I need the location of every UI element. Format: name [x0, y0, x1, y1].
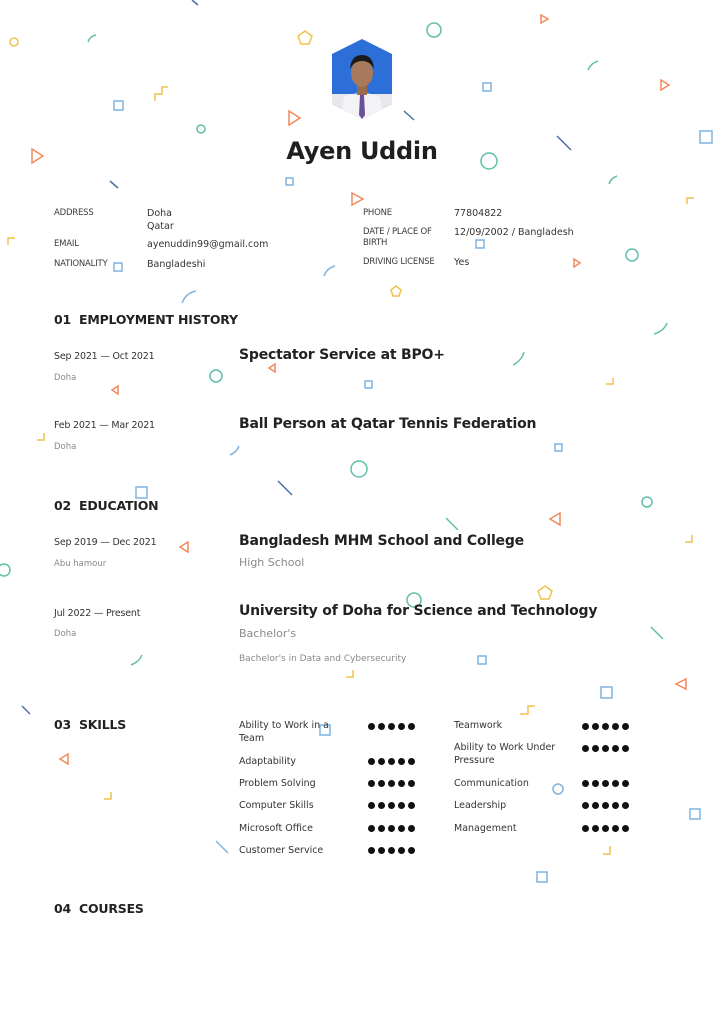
section-heading-education: 02 EDUCATION — [54, 498, 159, 513]
skill-name: Ability to Work in a Team — [239, 720, 329, 744]
skill-level-dot — [398, 758, 405, 765]
skill-level-dot — [602, 745, 609, 752]
skill-name: Teamwork — [454, 720, 503, 731]
email-label: EMAIL — [54, 239, 79, 249]
skill-level-dot — [622, 802, 629, 809]
skill-level-dot — [388, 723, 395, 730]
education-location: Abu hamour — [54, 559, 107, 569]
skill-level-dot — [582, 745, 589, 752]
skill-level-dot — [622, 745, 629, 752]
birth-value: 12/09/2002 / Bangladesh — [454, 227, 574, 238]
skill-level-dot — [368, 802, 375, 809]
skill-level-dot — [592, 825, 599, 832]
skill-name: Management — [454, 823, 517, 834]
education-degree: High School — [239, 556, 305, 569]
address-value: Doha Qatar — [147, 208, 174, 232]
skill-level-dot — [602, 802, 609, 809]
skill-level-dot — [388, 780, 395, 787]
skill-level-dot — [612, 780, 619, 787]
skill-name: Communication — [454, 778, 529, 789]
education-title: University of Doha for Science and Technology — [239, 603, 598, 619]
skill-level-dot — [378, 723, 385, 730]
skill-level-dot — [388, 802, 395, 809]
skill-level-dot — [582, 723, 589, 730]
skill-level — [582, 745, 629, 752]
skill-level-dot — [368, 825, 375, 832]
skill-name: Customer Service — [239, 845, 324, 856]
candidate-name: Ayen Uddin — [286, 137, 438, 165]
skill-level-dot — [368, 847, 375, 854]
email-value: ayenuddin99@gmail.com — [147, 239, 269, 250]
phone-value: 77804822 — [454, 208, 503, 219]
skill-level-dot — [398, 825, 405, 832]
skill-name: Ability to Work Under Pressure — [454, 742, 556, 766]
skill-level — [582, 780, 629, 787]
skill-level — [582, 723, 629, 730]
skill-level — [582, 802, 629, 809]
skill-level-dot — [408, 758, 415, 765]
section-heading-courses: 04 COURSES — [54, 901, 144, 916]
skill-level-dot — [592, 802, 599, 809]
skill-level-dot — [592, 745, 599, 752]
skill-level-dot — [378, 847, 385, 854]
skill-level-dot — [398, 802, 405, 809]
employment-dates: Sep 2021 — Oct 2021 — [54, 351, 155, 362]
skill-level-dot — [612, 802, 619, 809]
skill-level-dot — [408, 780, 415, 787]
skill-level-dot — [622, 780, 629, 787]
skill-level — [368, 847, 415, 854]
skill-level — [582, 825, 629, 832]
skill-level-dot — [398, 780, 405, 787]
education-description: Bachelor's in Data and Cybersecurity — [239, 654, 407, 664]
skill-level-dot — [368, 758, 375, 765]
skill-level-dot — [398, 847, 405, 854]
skill-level-dot — [408, 825, 415, 832]
education-location: Doha — [54, 629, 77, 639]
employment-title: Ball Person at Qatar Tennis Federation — [239, 416, 537, 432]
skill-level-dot — [378, 825, 385, 832]
skill-name: Microsoft Office — [239, 823, 313, 834]
skill-level — [368, 723, 415, 730]
nationality-label: NATIONALITY — [54, 259, 108, 269]
skill-level-dot — [612, 745, 619, 752]
skill-level-dot — [378, 802, 385, 809]
skill-level-dot — [602, 780, 609, 787]
skill-name: Leadership — [454, 800, 507, 811]
skill-level — [368, 825, 415, 832]
education-dates: Sep 2019 — Dec 2021 — [54, 537, 157, 548]
skill-level-dot — [592, 780, 599, 787]
education-degree: Bachelor's — [239, 627, 297, 640]
skill-level-dot — [602, 723, 609, 730]
education-title: Bangladesh MHM School and College — [239, 533, 524, 549]
skill-level-dot — [408, 723, 415, 730]
skill-level-dot — [368, 780, 375, 787]
employment-location: Doha — [54, 442, 77, 452]
section-heading-employment: 01 EMPLOYMENT HISTORY — [54, 312, 238, 327]
skill-level — [368, 758, 415, 765]
skill-level-dot — [622, 825, 629, 832]
skill-level-dot — [582, 780, 589, 787]
skill-level-dot — [378, 780, 385, 787]
skill-level-dot — [398, 723, 405, 730]
skill-level-dot — [388, 847, 395, 854]
driving-license-value: Yes — [454, 257, 470, 268]
skill-level-dot — [622, 723, 629, 730]
skill-level-dot — [388, 758, 395, 765]
skill-level-dot — [408, 847, 415, 854]
skill-level-dot — [408, 802, 415, 809]
skill-level-dot — [388, 825, 395, 832]
skill-level-dot — [368, 723, 375, 730]
employment-location: Doha — [54, 373, 77, 383]
skill-level — [368, 780, 415, 787]
skill-level-dot — [602, 825, 609, 832]
birth-label: DATE / PLACE OF BIRTH — [363, 227, 432, 248]
employment-title: Spectator Service at BPO+ — [239, 347, 445, 363]
skill-level-dot — [612, 723, 619, 730]
education-dates: Jul 2022 — Present — [54, 608, 141, 619]
skill-level-dot — [592, 723, 599, 730]
profile-photo — [332, 39, 392, 119]
skill-level-dot — [582, 825, 589, 832]
skill-level-dot — [612, 825, 619, 832]
phone-label: PHONE — [363, 208, 392, 218]
skill-level — [368, 802, 415, 809]
skill-level-dot — [582, 802, 589, 809]
skill-name: Problem Solving — [239, 778, 316, 789]
skill-name: Computer Skills — [239, 800, 314, 811]
skill-name: Adaptability — [239, 756, 297, 767]
driving-license-label: DRIVING LICENSE — [363, 257, 435, 267]
skill-level-dot — [378, 758, 385, 765]
section-heading-skills: 03 SKILLS — [54, 717, 127, 732]
nationality-value: Bangladeshi — [147, 259, 206, 270]
employment-dates: Feb 2021 — Mar 2021 — [54, 420, 155, 431]
address-label: ADDRESS — [54, 208, 94, 218]
